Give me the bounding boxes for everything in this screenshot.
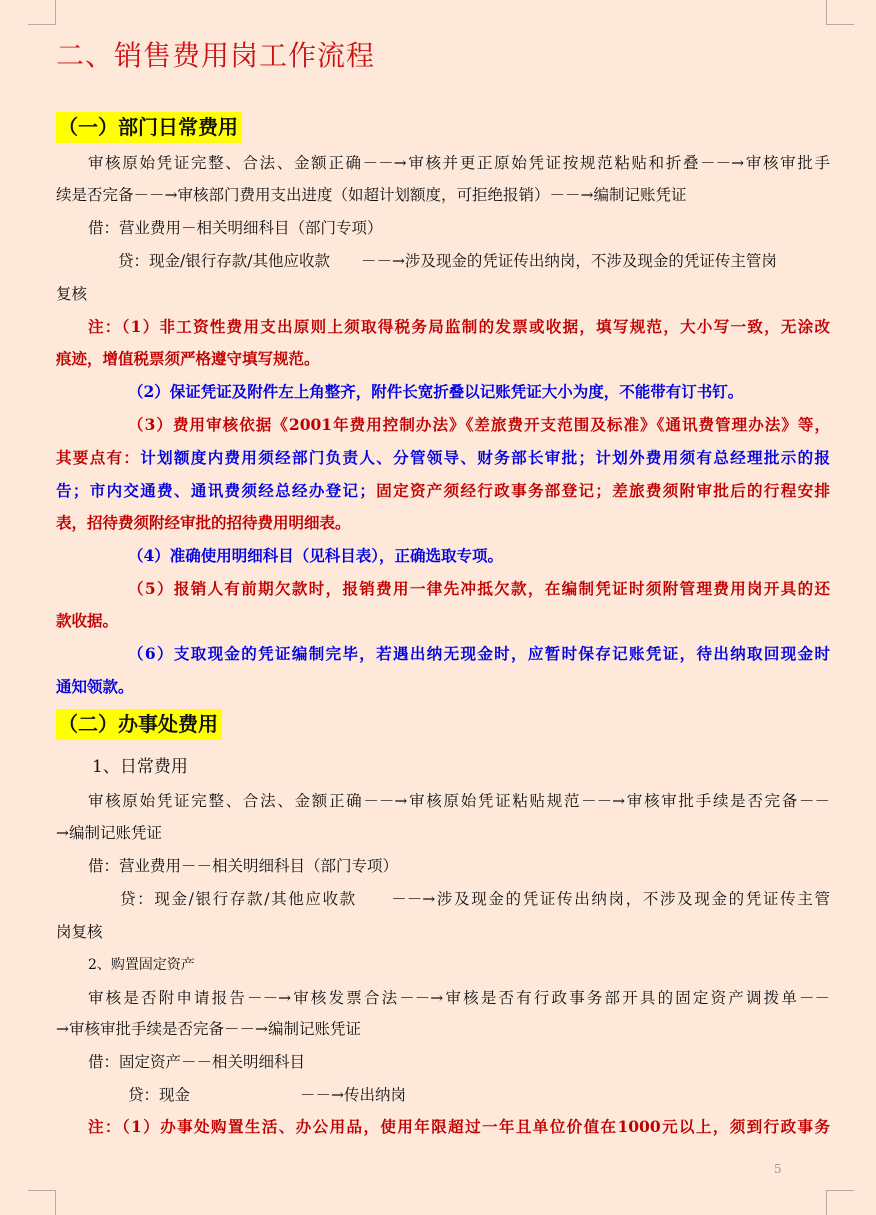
text-segment: 注：（1）办事处购置生活、办公用品，使用年限超过一年且单位价值在1000元以上，须到行政事务	[88, 1117, 830, 1136]
text-line	[118, 249, 830, 273]
text-segment: （3）费用审核依据《2001年费用控制办法》《差旅费开支范围及标准》《通讯费管理办法》等，	[128, 415, 830, 434]
text-line	[88, 986, 830, 1010]
section-heading-department: （一）部门日常费用	[56, 112, 242, 143]
text-line	[56, 282, 830, 306]
text-segment: 续是否完备－－→审核部门费用支出进度（如超计划额度，可拒绝报销）－－→编制记账凭证	[56, 186, 687, 204]
text-segment: →审核审批手续是否完备－－→编制记账凭证	[56, 1020, 361, 1038]
text-segment: 2、购置固定资产	[88, 957, 195, 973]
text-line	[56, 347, 830, 371]
text-segment: 贷：现金/银行存款/其他应收款 －－→涉及现金的凭证传出纳岗，不涉及现金的凭证传主管岗	[118, 252, 777, 270]
text-segment: 审核原始凭证完整、合法、金额正确－－→审核原始凭证粘贴规范－－→审核审批手续是否完备－－	[88, 792, 830, 810]
text-segment: 贷：现金	[128, 1086, 191, 1104]
text-segment: 通知领款。	[56, 677, 134, 696]
text-segment: →编制记账凭证	[56, 824, 162, 842]
text-line	[88, 1115, 830, 1139]
text-segment: 告；市内交通费、通讯费须经总经办登记；	[56, 481, 375, 500]
text-segment: （5）报销人有前期欠款时，报销费用一律先冲抵欠款，在编制凭证时须附管理费用岗开具的还	[128, 579, 830, 598]
text-line	[88, 216, 830, 240]
text-segment: （6）支取现金的凭证编制完毕，若遇出纳无现金时，应暂时保存记账凭证，待出纳取回现金时	[128, 644, 830, 663]
text-line	[56, 821, 830, 845]
text-segment: 借：固定资产－－相关明细科目	[88, 1053, 306, 1071]
text-segment: －－→传出纳岗	[300, 1086, 407, 1104]
text-line	[56, 511, 830, 535]
text-line	[88, 953, 830, 977]
text-line	[128, 380, 830, 404]
page-title: 二、销售费用岗工作流程	[56, 39, 376, 72]
page-number: 5	[774, 1162, 782, 1176]
text-line	[128, 642, 830, 666]
text-segment: 借：营业费用－－相关明细科目（部门专项）	[88, 857, 399, 875]
text-line	[88, 315, 830, 339]
text-segment: 1、日常费用	[92, 757, 188, 777]
text-segment: 审核是否附申请报告－－→审核发票合法－－→审核是否有行政事务部开具的固定资产调拨单－－	[88, 989, 830, 1007]
text-segment: 其要点有：	[56, 448, 141, 467]
text-line	[92, 755, 830, 779]
text-segment: 固定资产须经行政事务部登记；差旅费须附审批后的行程安排	[374, 481, 830, 500]
text-segment: 岗复核	[56, 923, 103, 941]
corner-mark-bottom-left	[28, 1190, 56, 1215]
text-segment: 借：营业费用－相关明细科目（部门专项）	[88, 219, 383, 237]
text-line	[88, 854, 830, 878]
corner-mark-bottom-right	[826, 1190, 854, 1215]
text-segment: 审核原始凭证完整、合法、金额正确－－→审核并更正原始凭证按规范粘贴和折叠－－→审核审批手	[88, 154, 830, 172]
text-segment: （2）保证凭证及附件左上角整齐，附件长宽折叠以记账凭证大小为度，不能带有订书钉。	[128, 382, 744, 401]
corner-mark-top-left	[28, 0, 56, 25]
text-segment: 注：（1）非工资性费用支出原则上须取得税务局监制的发票或收据，填写规范，大小写一致，无涂改	[88, 317, 830, 336]
text-line	[120, 887, 830, 911]
text-line	[56, 183, 830, 207]
text-line	[56, 479, 830, 503]
text-segment: 贷：现金/银行存款/其他应收款 －－→涉及现金的凭证传出纳岗，不涉及现金的凭证传主管	[120, 890, 830, 908]
text-line	[56, 609, 830, 633]
text-line	[128, 544, 830, 568]
text-line	[56, 1017, 830, 1041]
text-line	[128, 413, 830, 437]
text-line	[56, 920, 830, 944]
text-line	[56, 675, 830, 699]
text-line	[88, 151, 830, 175]
text-line	[88, 789, 830, 813]
text-line	[128, 577, 830, 601]
text-segment: 复核	[56, 285, 88, 303]
text-segment: 表，招待费须附经审批的招待费用明细表。	[56, 513, 351, 532]
text-segment: 痕迹，增值税票须严格遵守填写规范。	[56, 349, 320, 368]
text-segment: （4）准确使用明细科目（见科目表），正确选取专项。	[128, 546, 504, 565]
corner-mark-top-right	[826, 0, 854, 25]
text-line	[128, 1083, 830, 1107]
text-segment: 款收据。	[56, 611, 119, 630]
section-heading-office: （二）办事处费用	[56, 709, 222, 740]
text-line	[88, 1050, 830, 1074]
text-segment: 计划额度内费用须经部门负责人、分管领导、财务部长审批；计划外费用须有总经理批示的报	[140, 448, 830, 467]
text-line	[56, 446, 830, 470]
